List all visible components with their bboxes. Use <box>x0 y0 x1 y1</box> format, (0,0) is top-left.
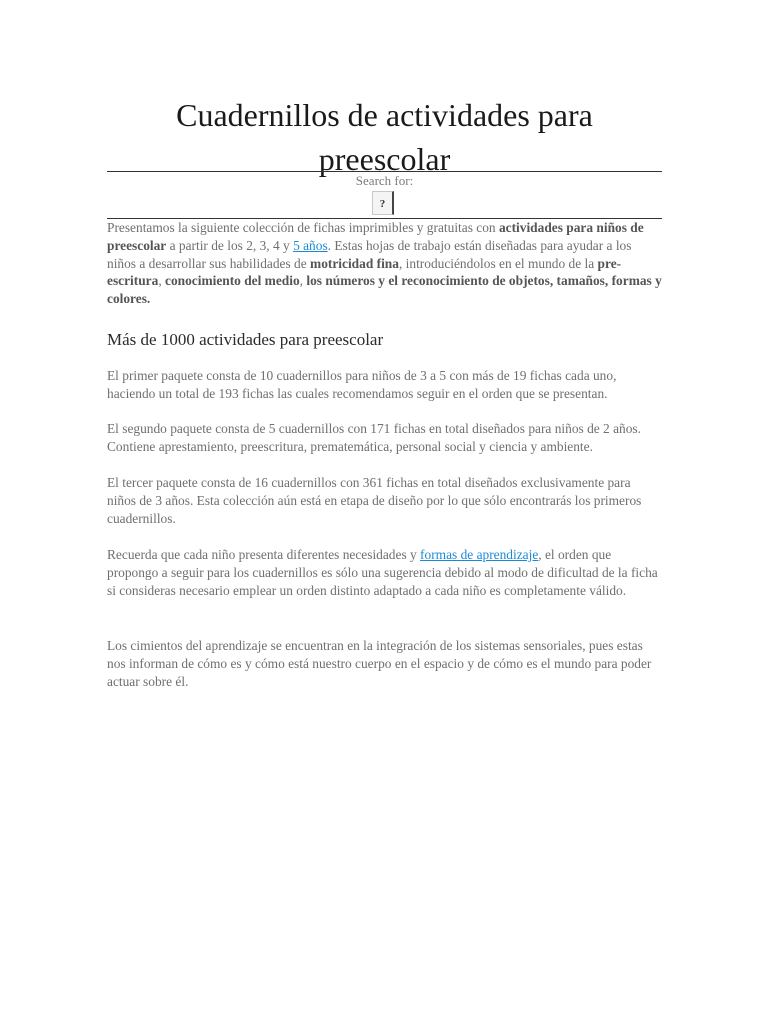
intro-text-5: , <box>158 273 166 289</box>
intro-bold-actividades: actividades para niños de preescolar <box>107 220 644 253</box>
intro-paragraph <box>107 219 662 308</box>
cimientos-paragraph: Los cimientos del aprendizaje se encuentran en la integración de los sistemas sensoriales, pues estas nos informan de cómo es y cómo está nuestro cuerpo en el espacio y de cómo es el mundo para poder actuar sobre él. <box>107 638 652 689</box>
recuerda-text-1: Recuerda que cada niño presenta diferentes necesidades y <box>107 547 421 562</box>
intro-bold-conocimiento: conocimiento del medio <box>165 273 300 289</box>
package-paragraph-2: El segundo paquete consta de 5 cuadernillos con 171 fichas en total diseñados para niños de 2 años. Contiene aprestamiento, preescritura, prematemática, personal social y ciencia y ambiente. <box>107 421 641 454</box>
intro-bold-numeros: los números y el reconocimiento de objetos, tamaños, formas y colores. <box>107 273 662 307</box>
intro-text-6: , <box>299 273 307 289</box>
link-5-anos[interactable]: 5 años <box>293 237 328 253</box>
package-paragraph-1: El primer paquete consta de 10 cuadernillos para niños de 3 a 5 con más de 19 fichas cada uno, haciendo un total de 193 fichas las cuales recomendamos seguir en el orden que se presentan. <box>107 368 617 401</box>
intro-text-3: . Estas hojas de trabajo están diseñadas para ayudar a los niños a desarrollar sus habilidades de <box>107 237 632 271</box>
intro-text-1: Presentamos la siguiente colección de fichas imprimibles y gratuitas con <box>107 220 499 235</box>
recuerda-text-2: , el orden que propongo a seguir para los cuadernillos es sólo una sugerencia debido al modo de dificultad de la ficha si consideras necesario emplear un orden distinto adaptado a cada niño es completamente válido. <box>107 547 658 598</box>
section-heading: Más de 1000 actividades para preescolar <box>107 330 384 349</box>
search-button[interactable]: ? <box>372 191 394 215</box>
title-divider <box>107 171 662 172</box>
package-paragraph-3: El tercer paquete consta de 16 cuadernillos con 361 fichas en total diseñados exclusivamente para niños de 3 años. Esta colección aún está en etapa de diseño por lo que sólo encontrarás los primeros cuadernillos. <box>107 475 642 526</box>
page-title: Cuadernillos de actividades para preescolar <box>176 97 593 177</box>
link-formas-aprendizaje[interactable]: formas de aprendizaje <box>420 547 539 562</box>
intro-text-2: a partir de los 2, 3, 4 y <box>166 237 294 253</box>
intro-text-4: , introduciéndolos en el mundo de la <box>398 255 598 271</box>
search-label: Search for: <box>355 173 414 188</box>
intro-bold-preescritura: pre-escritura <box>107 255 622 289</box>
recuerda-paragraph <box>107 546 662 599</box>
intro-bold-motricidad: motricidad fina <box>310 255 399 271</box>
